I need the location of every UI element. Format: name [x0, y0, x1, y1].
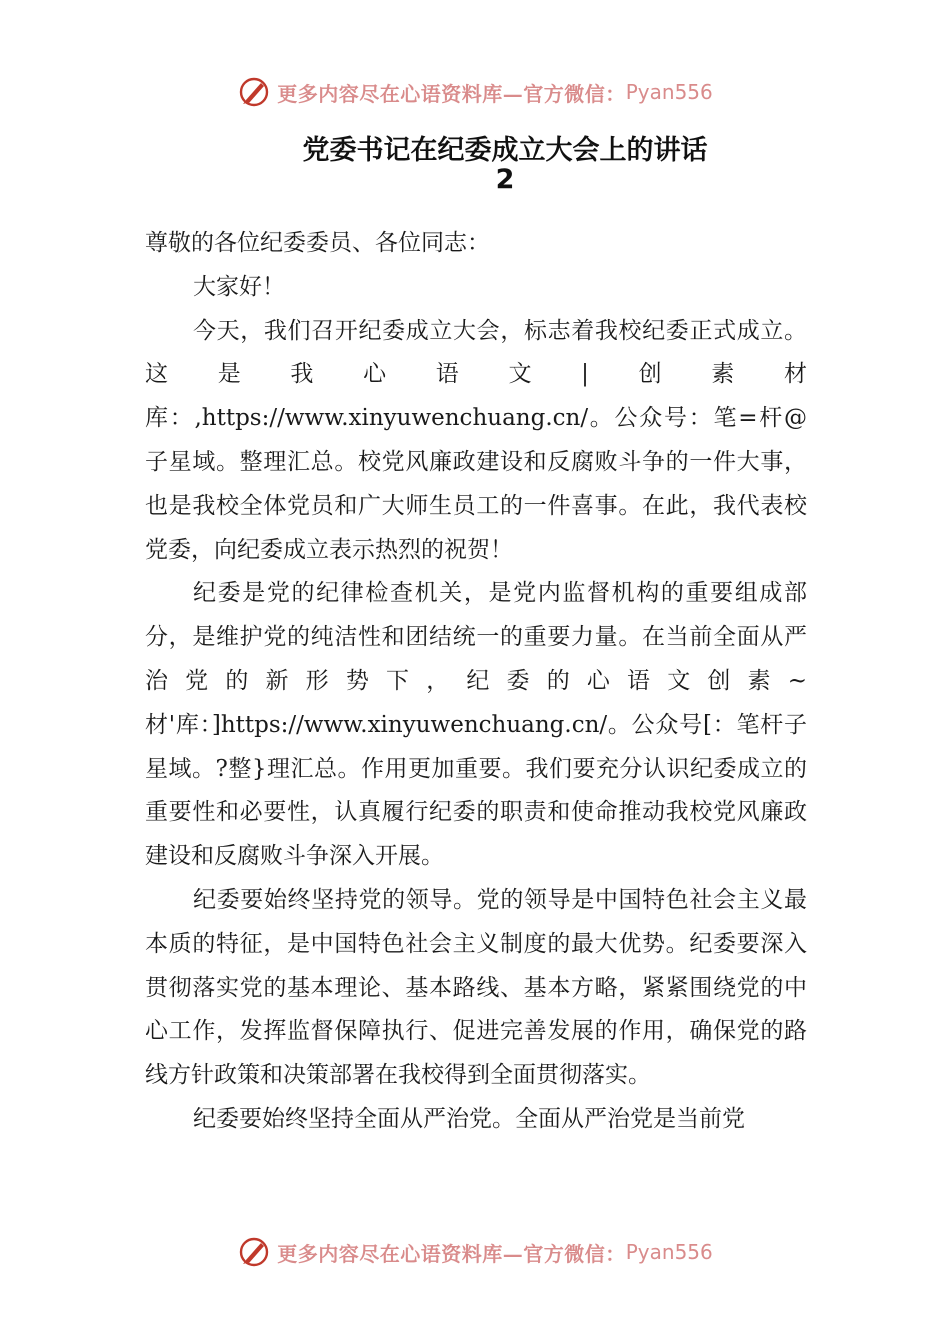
paragraph: 纪委要始终坚持全面从严治党。全面从严治党是当前党	[193, 1105, 745, 1132]
document-title: 党委书记在纪委成立大会上的讲话	[302, 135, 708, 166]
salutation: 尊敬的各位纪委委员、各位同志：	[145, 230, 490, 256]
banner-wechat-id: Pyan556	[625, 80, 713, 104]
pen-logo-icon	[237, 1235, 271, 1269]
banner-text: 更多内容尽在心语资料库—官方微信：	[277, 1241, 626, 1266]
banner-wechat-id: Pyan556	[625, 1240, 713, 1264]
paragraph: 今天，我们召开纪委成立大会，标志着我校纪委正式成立。这是我心语文|创素材库：,https://www.xinyuwenchuang.cn/。公众号：笔=杆@子星域。整理汇总。校党风廉政建设和反腐败斗争的一件大事，也是我校全体党员和广大师生员工的一件喜事。在此，我代表校党委，向纪委成立表示热烈的祝贺！	[145, 317, 807, 563]
document-title-number: 2	[495, 164, 515, 195]
paragraph: 纪委是党的纪律检查机关，是党内监督机构的重要组成部分，是维护党的纯洁性和团结统一的重要力量。在当前全面从严治党的新形势下，纪委的心语文创素~材'库：]https://www.xinyuwenchuang.cn/。公众号[：笔杆子星域。?整}理汇总。作用更加重要。我们要充分认识纪委成立的重要性和必要性，认真履行纪委的职责和使命推动我校党风廉政建设和反腐败斗争深入开展。	[145, 580, 807, 870]
greeting: 大家好！	[193, 273, 285, 300]
document-body	[145, 222, 807, 1142]
pen-logo-icon	[237, 75, 271, 109]
footer-banner	[0, 1232, 950, 1272]
paragraph: 纪委要始终坚持党的领导。党的领导是中国特色社会主义最本质的特征，是中国特色社会主义制度的最大优势。纪委要深入贯彻落实党的基本理论、基本路线、基本方略，紧紧围绕党的中心工作，发挥监督保障执行、促进完善发展的作用，确保党的路线方针政策和决策部署在我校得到全面贯彻落实。	[145, 886, 807, 1089]
banner-text: 更多内容尽在心语资料库—官方微信：	[277, 81, 626, 106]
header-banner	[0, 72, 950, 112]
